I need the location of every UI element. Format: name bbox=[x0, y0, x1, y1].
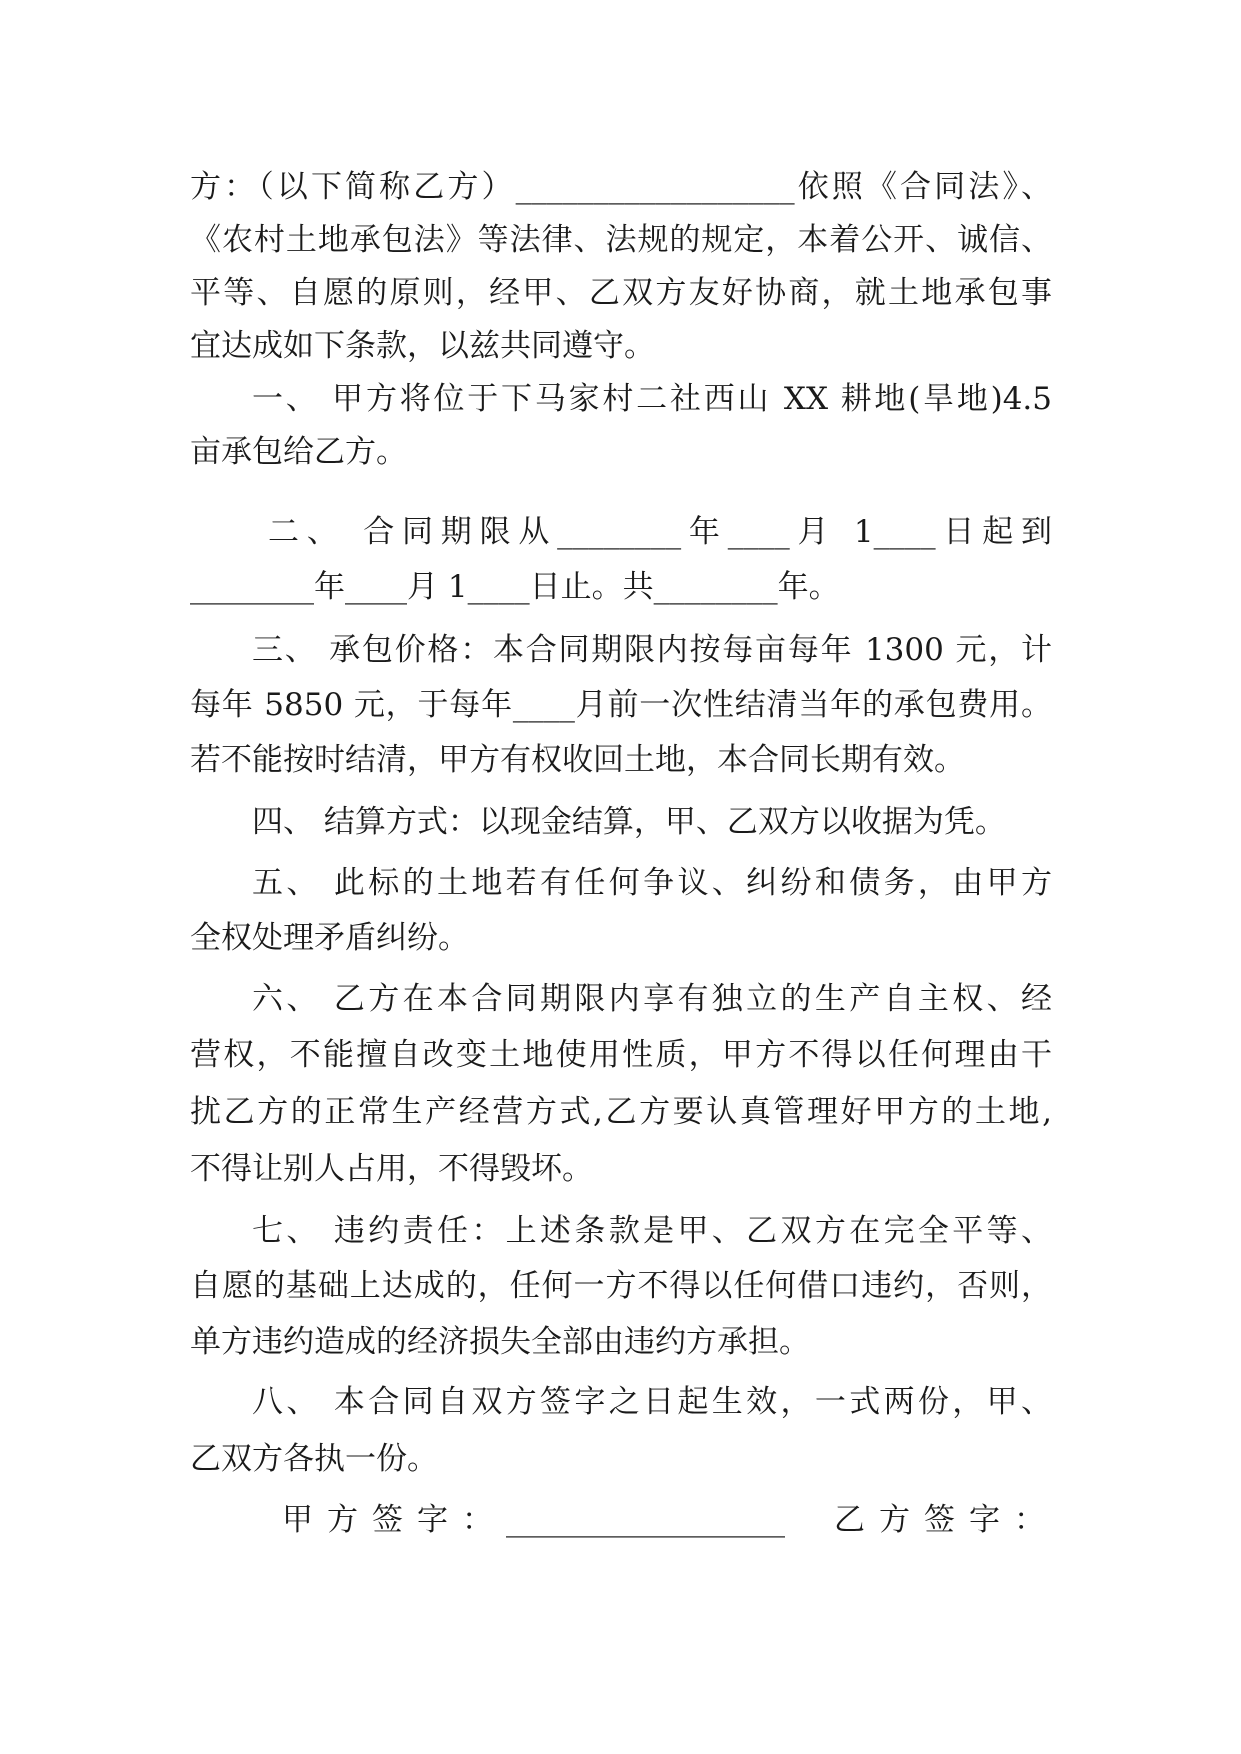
text-line: 方：（以下简称乙方）__________________依照《合同法》、 bbox=[190, 169, 1052, 205]
clause-3: 三、 承包价格：本合同期限内按每亩每年 1300 元，计 bbox=[252, 632, 1052, 668]
clause-5: 五、 此标的土地若有任何争议、纠纷和债务，由甲方 bbox=[252, 865, 1052, 901]
clause-1: 一、 甲方将位于下马家村二社西山 XX 耕地(旱地)4.5 bbox=[252, 381, 1052, 417]
text-line: 宜达成如下条款，以兹共同遵守。 bbox=[190, 328, 655, 364]
text-line: 自愿的基础上达成的，任何一方不得以任何借口违约，否则， bbox=[190, 1268, 1052, 1304]
text-line: 单方违约造成的经济损失全部由违约方承担。 bbox=[190, 1324, 810, 1360]
text-line: 全权处理矛盾纠纷。 bbox=[190, 920, 469, 956]
clause-6: 六、 乙方在本合同期限内享有独立的生产自主权、经 bbox=[252, 981, 1052, 1017]
text-line: 若不能按时结清，甲方有权收回土地，本合同长期有效。 bbox=[190, 742, 965, 778]
clause-4: 四、 结算方式：以现金结算，甲、乙双方以收据为凭。 bbox=[252, 804, 1006, 840]
text-line: ________年____月 1____日止。共________年。 bbox=[190, 569, 840, 605]
clause-8: 八、 本合同自双方签字之日起生效，一式两份，甲、 bbox=[252, 1384, 1052, 1420]
clause-7: 七、 违约责任：上述条款是甲、乙双方在完全平等、 bbox=[252, 1213, 1052, 1249]
party-a-signature-label: 甲方签字： bbox=[282, 1502, 507, 1538]
signature-blank: __________________ bbox=[506, 1502, 785, 1538]
text-line: 营权，不能擅自改变土地使用性质，甲方不得以任何理由干 bbox=[190, 1037, 1052, 1073]
text-line: 每年 5850 元，于每年____月前一次性结清当年的承包费用。 bbox=[190, 687, 1052, 723]
text-line: 乙双方各执一份。 bbox=[190, 1441, 438, 1477]
text-line: 亩承包给乙方。 bbox=[190, 434, 407, 470]
clause-2: 二、 合同期限从________年____月 1____日起到 bbox=[268, 514, 1052, 550]
party-b-signature-label: 乙方签字： bbox=[834, 1502, 1059, 1538]
text-line: 平等、自愿的原则，经甲、乙双方友好协商，就土地承包事 bbox=[190, 275, 1052, 311]
text-line: 不得让别人占用，不得毁坏。 bbox=[190, 1151, 593, 1187]
text-line: 扰乙方的正常生产经营方式,乙方要认真管理好甲方的土地, bbox=[190, 1094, 1052, 1130]
text-line: 《农村土地承包法》等法律、法规的规定，本着公开、诚信、 bbox=[190, 222, 1052, 258]
